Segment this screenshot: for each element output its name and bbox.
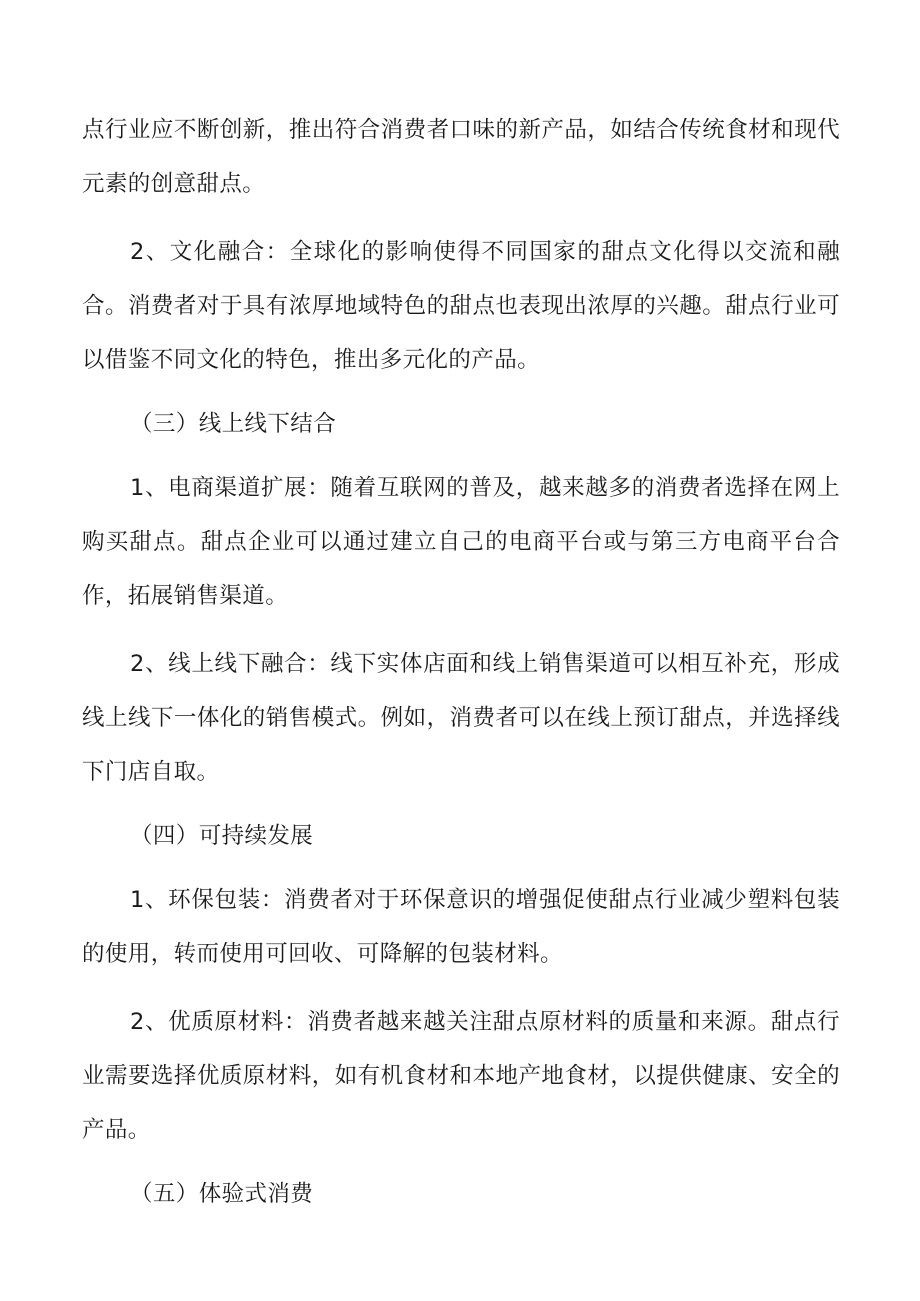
document-body bbox=[82, 103, 840, 1221]
section-heading-experience: （五）体验式消费 bbox=[130, 1181, 314, 1207]
paragraph-online-offline-integration: 2、线上线下融合：线下实体店面和线上销售渠道可以相互补充，形成线上线下一体化的销售模式。例如，消费者可以在线上预订甜点，并选择线下门店自取。 bbox=[82, 651, 840, 785]
paragraph-cultural-fusion: 2、文化融合：全球化的影响使得不同国家的甜点文化得以交流和融合。消费者对于具有浓厚地域特色的甜点也表现出浓厚的兴趣。甜点行业可以借鉴不同文化的特色，推出多元化的产品。 bbox=[82, 239, 840, 373]
paragraph-quality-ingredients: 2、优质原材料：消费者越来越关注甜点原材料的质量和来源。甜点行业需要选择优质原材料，如有机食材和本地产地食材，以提供健康、安全的产品。 bbox=[82, 1009, 840, 1143]
section-heading-sustainability: （四）可持续发展 bbox=[130, 823, 314, 849]
paragraph-ecommerce: 1、电商渠道扩展：随着互联网的普及，越来越多的消费者选择在网上购买甜点。甜点企业可以通过建立自己的电商平台或与第三方电商平台合作，拓展销售渠道。 bbox=[82, 475, 840, 609]
section-heading-online-offline: （三）线上线下结合 bbox=[130, 411, 337, 437]
paragraph-eco-packaging: 1、环保包装：消费者对于环保意识的增强促使甜点行业减少塑料包装的使用，转而使用可回收、可降解的包装材料。 bbox=[82, 887, 840, 967]
paragraph-continuation: 点行业应不断创新，推出符合消费者口味的新产品，如结合传统食材和现代元素的创意甜点。 bbox=[82, 117, 840, 197]
